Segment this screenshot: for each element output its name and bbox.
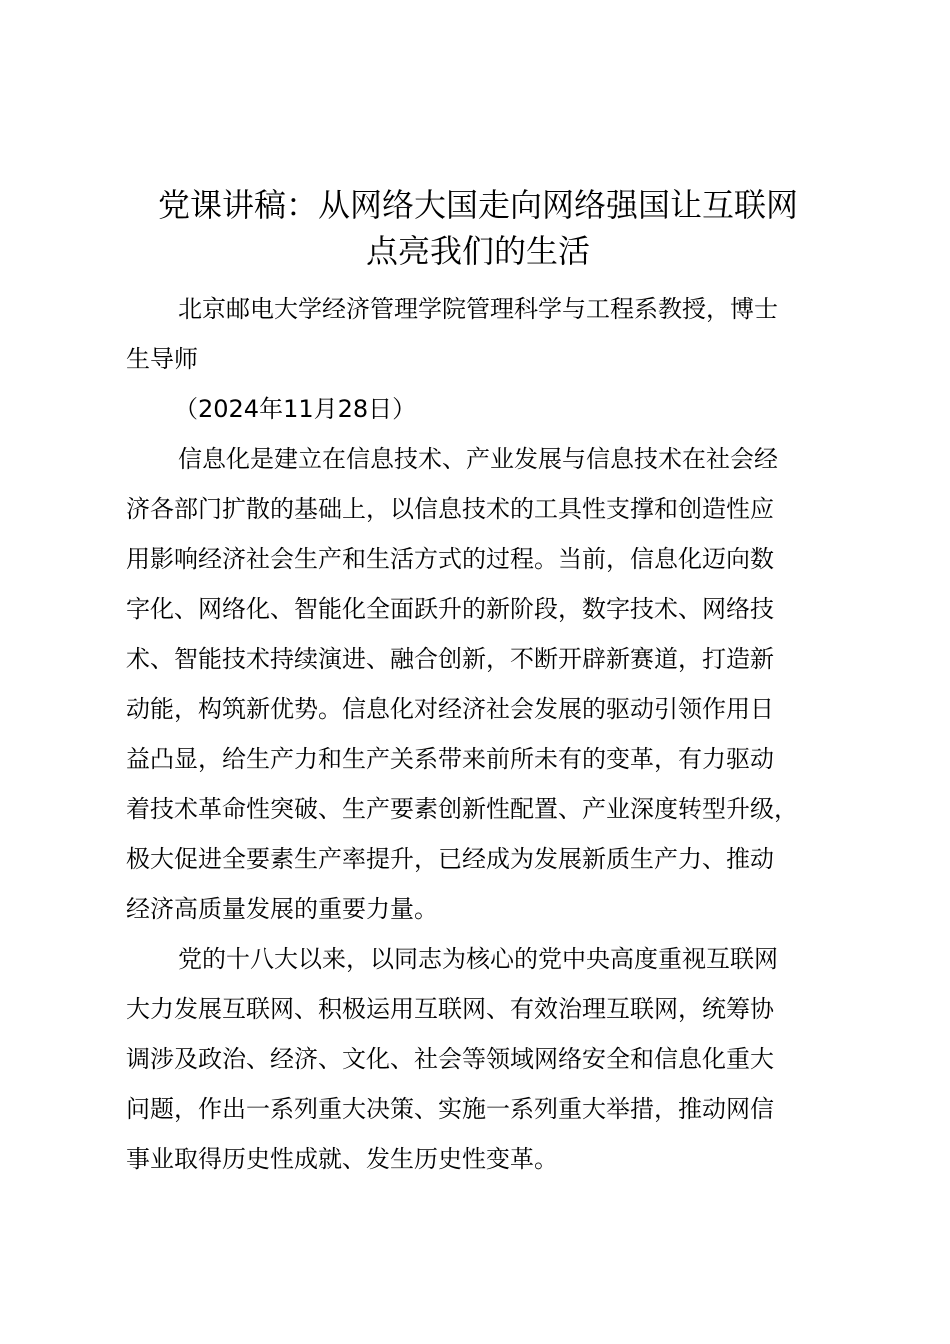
paragraph-line: 着技术革命性突破、生产要素创新性配置、产业深度转型升级，: [126, 795, 798, 823]
paragraph-line: 济各部门扩散的基础上，以信息技术的工具性支撑和创造性应: [126, 495, 774, 523]
author-info: [126, 284, 838, 384]
title-line: 点亮我们的生活: [365, 232, 590, 270]
paragraph-line: 问题，作出一系列重大决策、实施一系列重大举措，推动网信: [126, 1095, 774, 1123]
paragraph: [126, 934, 838, 1184]
document-title: [120, 182, 836, 274]
paragraph-line: 用影响经济社会生产和生活方式的过程。当前，信息化迈向数: [126, 545, 774, 573]
paragraph: [126, 434, 838, 934]
paragraph-line: 益凸显，给生产力和生产关系带来前所未有的变革，有力驱动: [126, 745, 774, 773]
paragraph-line: 极大促进全要素生产率提升，已经成为发展新质生产力、推动: [126, 845, 774, 873]
paragraph-line: 事业取得历史性成就、发生历史性变革。: [126, 1145, 558, 1173]
paragraph-line: 调涉及政治、经济、文化、社会等领域网络安全和信息化重大: [126, 1045, 774, 1073]
paragraph-line: 经济高质量发展的重要力量。: [126, 895, 438, 923]
document-body: [126, 284, 838, 1184]
date-info: [126, 384, 838, 434]
paragraph-line: 大力发展互联网、积极运用互联网、有效治理互联网，统筹协: [126, 995, 774, 1023]
paragraph-line: 术、智能技术持续演进、融合创新，不断开辟新赛道，打造新: [126, 645, 774, 673]
paragraph-line: 党的十八大以来，以同志为核心的党中央高度重视互联网: [178, 945, 778, 973]
paragraph-line: 信息化是建立在信息技术、产业发展与信息技术在社会经: [178, 445, 778, 473]
author-line: 北京邮电大学经济管理学院管理科学与工程系教授，博士: [178, 295, 778, 323]
paragraph-line: 动能，构筑新优势。信息化对经济社会发展的驱动引领作用日: [126, 695, 774, 723]
document-date: （2024年11月28日）: [174, 395, 417, 423]
title-line: 党课讲稿：从网络大国走向网络强国让互联网: [157, 186, 798, 224]
paragraph-line: 字化、网络化、智能化全面跃升的新阶段，数字技术、网络技: [126, 595, 774, 623]
author-line: 生导师: [126, 345, 198, 373]
